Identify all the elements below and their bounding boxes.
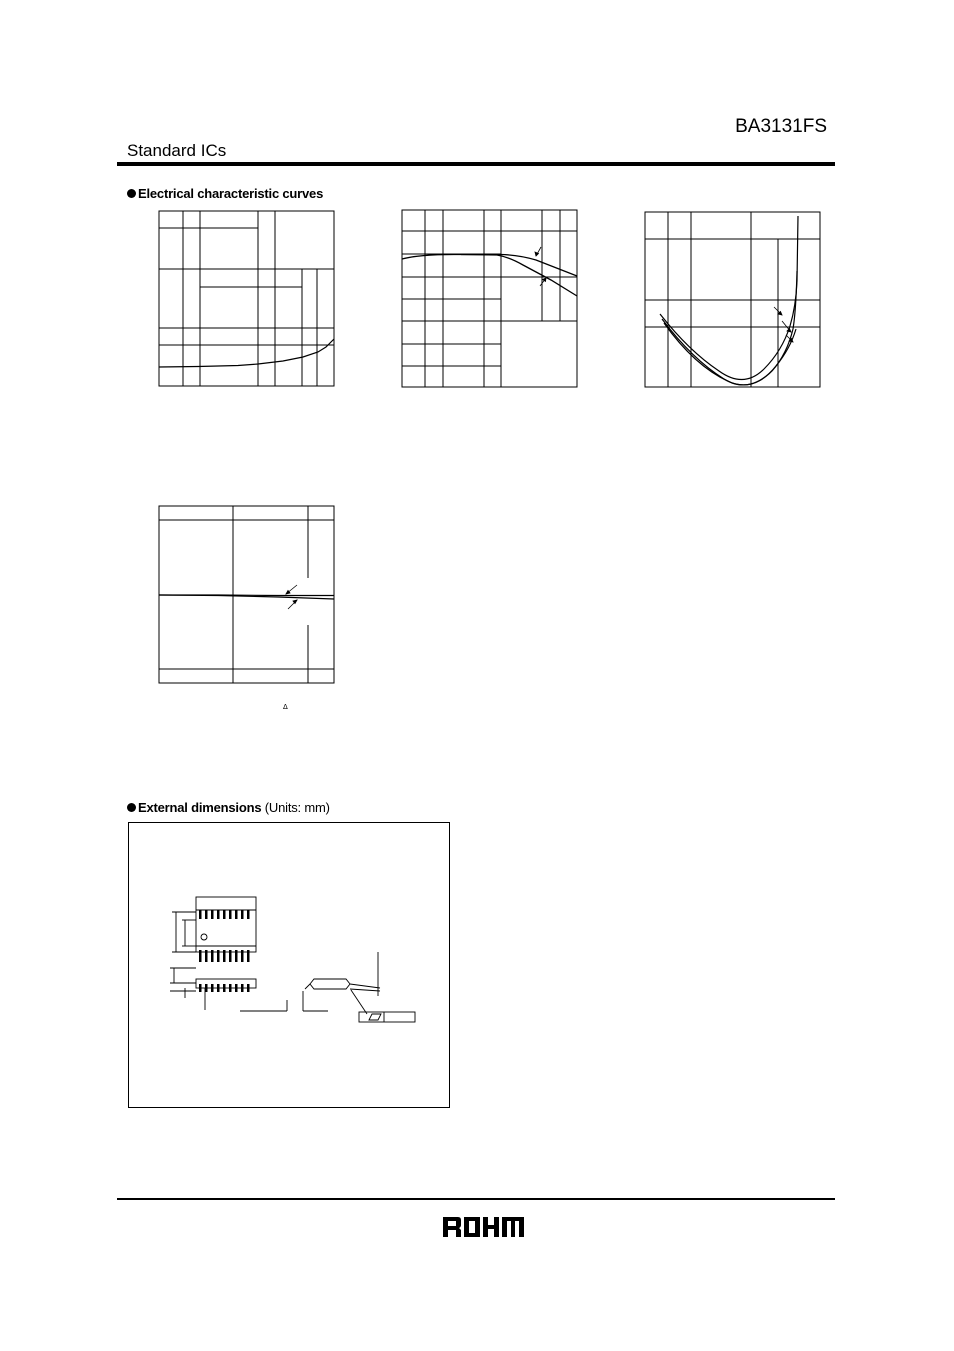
rohm-logo-icon [443, 1215, 525, 1239]
dimensions-heading [127, 800, 330, 815]
tolerance-frame [359, 1012, 415, 1022]
curves-heading [127, 186, 323, 201]
chart-1-curve [159, 339, 334, 367]
bullet-icon [127, 189, 136, 198]
characteristic-chart-1 [158, 210, 336, 388]
curves-heading-text: Electrical characteristic curves [138, 186, 324, 201]
chart-3-curve-a [660, 216, 798, 380]
dimensions-units: (Units: mm) [264, 800, 330, 815]
chart-2-curve-a [402, 254, 577, 276]
characteristic-chart-2 [401, 209, 579, 390]
pin1-marker-icon [201, 934, 207, 940]
dimensions-heading-text: External dimensions [138, 800, 262, 815]
package-top-view [196, 897, 256, 952]
package-outline-drawing [160, 890, 425, 1025]
package-end-view [310, 979, 350, 989]
part-number: BA3131FS [735, 116, 827, 137]
footer-rule [117, 1198, 835, 1200]
characteristic-chart-3 [644, 211, 822, 389]
header-category: Standard ICs [127, 141, 227, 160]
delta-symbol: Δ [283, 703, 288, 711]
chart-3-curve-b [662, 271, 797, 385]
bullet-icon [127, 803, 136, 812]
characteristic-chart-4 [158, 505, 336, 685]
package-pins [199, 910, 250, 992]
header-rule [117, 162, 835, 166]
